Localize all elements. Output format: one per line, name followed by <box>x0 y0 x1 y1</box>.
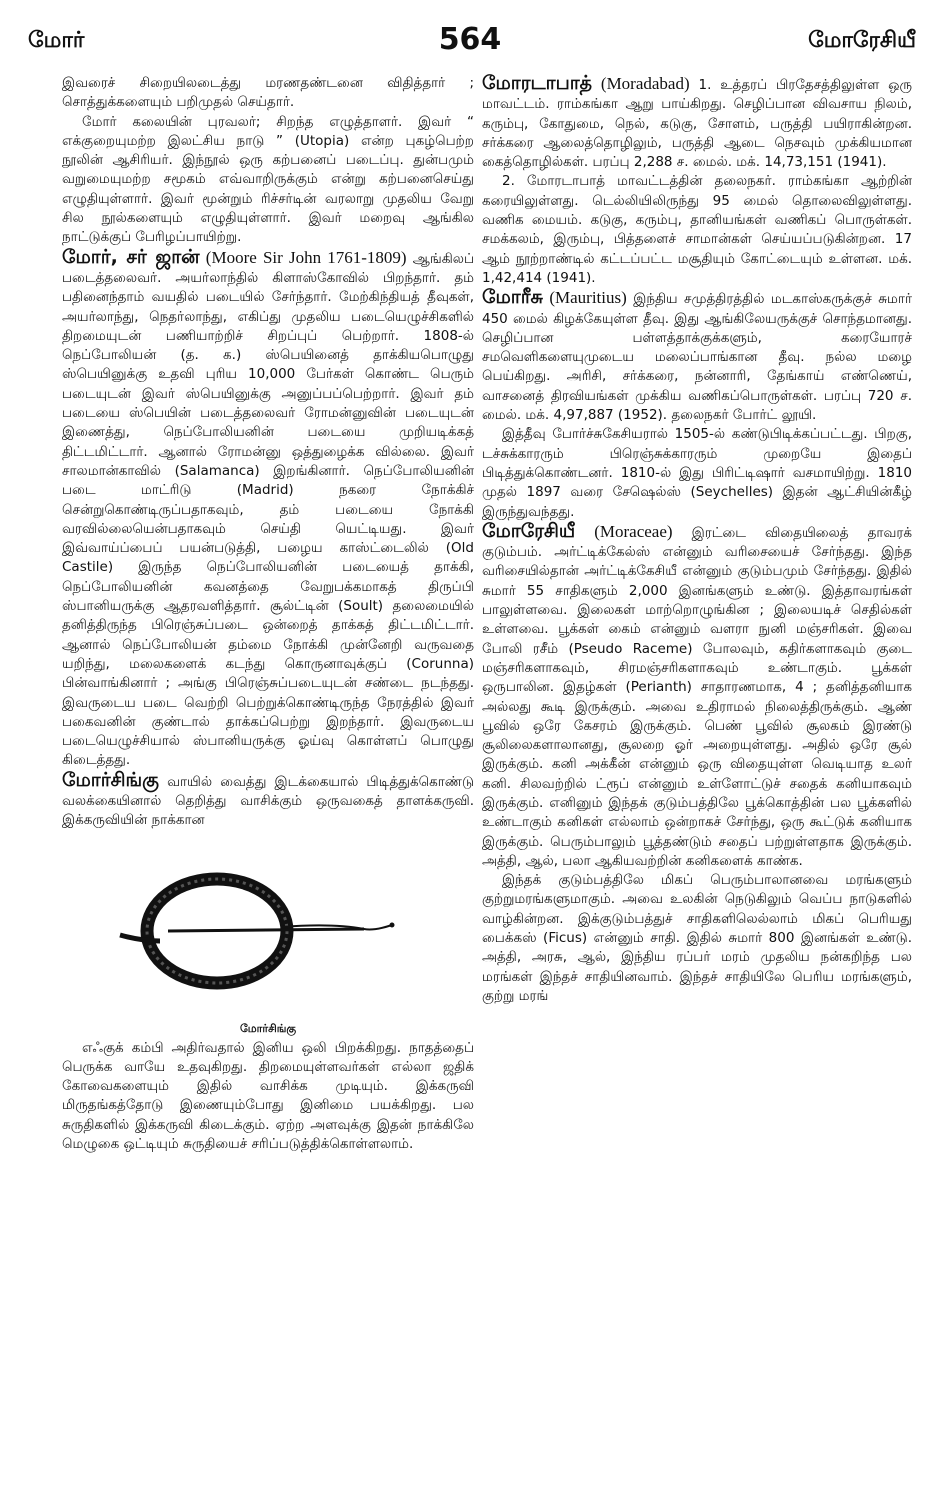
entry-latin: (Moore Sir John 1761-1809) <box>205 247 407 267</box>
paragraph: இந்தக் குடும்பத்திலே மிகப் பெரும்பாலானவை மரங்களும் குற்றுமரங்களுமாகும். அவை உலகின் நெடுகிலும் வெப்ப நாடுகளில் வாழ்கின்றன. இக்குடும்பத்துச் சாதிகளிலெல்லாம் மிகப் பெரியது பைக்கஸ் (Ficus) என்னும் சாதி. இதில் சுமார் 800 இனங்கள் உண்டு. அத்தி, அரசு, ஆல், இந்திய ரப்பர் மரம் முதலிய நன்கறிந்த பல மரங்கள் இந்தச் சாதியினவாம். இந்தச் சாதியிலே பெரிய மரங்களும், குற்று மரங் <box>482 872 912 1004</box>
entry-headword: மோரடாபாத் <box>482 72 593 94</box>
paragraph: எஃகுக் கம்பி அதிர்வதால் இனிய ஒலி பிறக்கிறது. நாதத்தைப் பெருக்க வாயே உதவுகிறது. திறமையுள்ளவர்கள் எல்லா ஜதிக் கோவைகளையும் இதில் வாசிக்க முடியும். இக்கருவி மிருதங்கத்தோடு இணையும்போது இனிமை பயக்கிறது. பல சுருதிகளில் இக்கருவி கிடைக்கும். ஏற்ற அளவுக்கு இதன் நாக்கிலே மெழுகை ஒட்டியும் சுருதியைச் சரிப்படுத்திக்கொள்ளலாம். <box>62 1039 474 1153</box>
entry-latin: (Moradabad) <box>600 74 690 93</box>
entry-body: இந்திய சமுத்திரத்தில் மடகாஸ்கருக்குச் சுமார் 450 மைல் கிழக்கேயுள்ள தீவு. இது ஆங்கிலேயருக்குச் சொந்தமானது. செழிப்பான பள்ளத்தாக்குக்களும், கரையோரச் சமவெளிகளையுமுடைய மலைப்பாங்கான தீவு. நல்ல மழை பெய்கிறது. அரிசி, சர்க்கரை, நன்னாரி, தேங்காய் எண்ணெய், வாசனைத் திரவியங்கள் முக்கிய வணிகப்பொருள்கள். பரப்பு 720 ச. மைல். மக். 4,97,887 (1952). தலைநகர் போர்ட் லூயி. <box>482 291 912 424</box>
entry-latin: (Moraceae) <box>594 521 673 541</box>
paragraph: 2. மோரடாபாத் மாவட்டத்தின் தலைநகர். ராம்கங்கா ஆற்றின் கரையிலுள்ளது. டெல்லியிலிருந்து 95 மைல் தொலைவிலுள்ளது. வணிக மையம். கடுகு, கரும்பு, தானியங்கள் வணிகப் பொருள்கள். சமக்கலம், இரும்பு, பித்தளைச் சாமான்கள் செய்யப்படுகின்றன. 17 ஆம் நூற்றாண்டில் கட்டப்பட்ட மசூதியும் கோட்டையும் உள்ளன. மக். 1,42,414 (1941). <box>482 173 912 286</box>
entry-headword: மோர், சர் ஜான் <box>62 245 200 268</box>
entry-headword: மோரீசு <box>482 286 543 309</box>
paragraph: இத்தீவு போர்ச்சுகேசியரால் 1505-ல் கண்டுபிடிக்கப்பட்டது. பிறகு, டச்சுக்காரரும் பிரெஞ்சுக்காரரும் முறையே இதைப் பிடித்துக்கொண்டனர். 1810-ல் இது பிரிட்டிஷார் வசமாயிற்று. 1810 முதல் 1897 வரை சேஷெல்ஸ் (Seychelles) இதன் ஆட்சியின்கீழ் இருந்துவந்தது. <box>482 426 912 520</box>
morsing-figure <box>62 869 474 1039</box>
entry-moradabad <box>482 74 912 172</box>
left-column <box>62 74 474 1154</box>
entry-moraceae <box>482 519 912 871</box>
entry-body: ஆங்கிலப் படைத்தலைவர். அயர்லாந்தில் கிளாஸ்கோவில் பிறந்தார். தம் பதினைந்தாம் வயதில் படையில் சேர்ந்தார். மேற்கிந்தியத் தீவுகள், அயர்லாந்து, நெதர்லாந்து, எகிப்து முதலிய படையெழுச்சிகளில் திறமையுடன் பணியாற்றிச் சிறப்புப் பெற்றார். 1808-ல் நெப்போலியன் (த. க.) ஸ்பெயினைத் தாக்கியபொழுது ஸ்பெயினுக்கு உதவி புரிய 10,000 பேர்கள் கொண்ட பெரும் படையுடன் இவர் ஸ்பெயினுக்கு அனுப்பப்பெற்றார். இவர் தம் படையை ஸ்பெயின் படைத்தலைவர் ரோமன்னுவின் படையுடன் இணைத்து, நெப்போலியனின் படையை முறியடிக்கத் திட்டமிட்டார். ஆனால் ரோமன்னு ஒத்துழைக்க வில்லை. இவர் சாலமான்காவில் (Salamanca) இறங்கினார். நெப்போலியனின் படை மாட்ரிடு (Madrid) நகரை நோக்கிச் சென்றுகொண்டிருப்பதாகவும், தம் படையை நோக்கி வரவில்லையென்பதாகவும் செய்தி யெட்டியது. இவர் இவ்வாய்ப்பைப் பயன்படுத்தி, பழைய காஸ்ட்டைலில் (Old Castile) இருந்த நெப்போலியனின் படையைத் தாக்கி, நெப்போலியனின் கவனத்தை வேறுபக்கமாகத் திருப்பி ஸ்பானியருக்கு ஆதரவளித்தார். சூல்ட்டின் (Soult) தலைமையில் தனித்திருந்த பிரெஞ்சுப்படை ஒன்றைத் தாக்கத் திட்டமிட்டார். ஆனால் நெப்போலியன் தம்மை நோக்கி முன்னேறி வருவதை யறிந்து, மலைகளைக் கடந்து கொருனாவுக்குப் (Corunna) பின்வாங்கினார் ; அங்கு பிரெஞ்சுப்படையுடன் சண்டை நடந்தது. இவருடைய படை வெற்றி பெற்றுக்கொண்டிருந்த நேரத்தில் இவர் பகைவனின் குண்டால் தாக்கப்பெற்று இறந்தார். இவருடைய படையெழுச்சியால் ஸ்பானியருக்கு ஓய்வு கொள்ளப் பொழுது கிடைத்தது. <box>62 250 475 769</box>
right-column <box>482 74 912 1006</box>
entry-headword: மோரேசியீ <box>482 519 576 542</box>
page-number: 564 <box>438 22 502 57</box>
entry-body: இரட்டை விதையிலைத் தாவரக் குடும்பம். அர்ட்டிக்கேல்ஸ் என்னும் வரிசையைச் சேர்ந்தது. இந்த வரிசையில்தான் அர்ட்டிக்கேசியீ என்னும் குடும்பமும் சேர்ந்தது. இதில் சுமார் 55 சாதிகளும் 2,000 இனங்களும் உண்டு. இத்தாவரங்கள் பாலுள்ளவை. இலைகள் மாற்றொழுங்கின ; இலையடிச் செதில்கள் உள்ளவை. பூக்கள் கைம் என்னும் வளரா நுனி மஞ்சரிகள். இவை போலி ரசீம் (Pseudo Raceme) போலவும், கதிர்களாகவும் குடை மஞ்சரிகளாகவும், சிரமஞ்சரிகளாகவும் உண்டாகும். பூக்கள் ஒருபாலின. இதழ்கள் (Perianth) சாதாரணமாக, 4 ; தனித்தனியாக அல்லது கூடி இருக்கும். அவை உதிராமல் நிலைத்திருக்கும். ஆண் பூவில் ஒரே கேசரம் இருக்கும். பெண் பூவில் சூலகம் இரண்டு சூலிலைகளாலானது, சூலறை ஓர் அறையுள்ளது. அதில் ஒரே சூல் இருக்கும். கனி அக்கீன் என்னும் ஒரு விதையுள்ள வெடியாத உலர் கனி. சிலவற்றில் ட்ரூப் என்னும் உள்ளோட்டுச் சதைக் கனியாகவும் இருக்கும். எனினும் இந்தக் குடும்பத்திலே பூக்கொத்தின் பல பூக்களில் உண்டாகும் கனிகள் எல்லாம் ஒன்றாகச் சேர்ந்து, ஒரு கூட்டுக் கனியாக இருக்கும். பெரும்பாலும் பூத்தண்டும் சதைப் பற்றுள்ளதாக இருக்கும். அத்தி, ஆல், பலா ஆகியவற்றின் கனிகளைக் காண்க. <box>482 524 912 869</box>
running-head-left: மோர் <box>28 28 85 53</box>
figure-caption: மோர்சிங்கு <box>239 1021 297 1035</box>
entry-moore-sir-john <box>62 245 475 771</box>
entry-morsing <box>62 768 475 831</box>
entry-latin: (Mauritius) <box>549 288 627 308</box>
paragraph: மோர் கலையின் புரவலர்; சிறந்த எழுத்தாளர். இவர் “ எக்குறையுமற்ற இலட்சிய நாடு ” (Utopia) என்ற புகழ்பெற்ற நூலின் ஆசிரியர். இந்நூல் ஒரு கற்பனைப் படைப்பு. துன்பமும் வறுமையுமற்ற சமூகம் எவ்வாறிருக்கும் என்று கற்பனைசெய்து எழுதியுள்ளார். இவர் மூன்றும் ரிச்சர்டின் வரலாறு முதலிய வேறு சில நூல்களையும் எழுதியுள்ளார். இவர் மறைவு ஆங்கில நாட்டுக்குப் பேரிழப்பாயிற்று. <box>62 113 474 246</box>
entry-mauritius <box>482 288 912 425</box>
morsing-illustration <box>102 869 422 1009</box>
entry-body: 1. உத்தரப் பிரதேசத்திலுள்ள ஒரு மாவட்டம். ராம்கங்கா ஆறு பாய்கிறது. செழிப்பான விவசாய நிலம், கரும்பு, கோதுமை, நெல், கடுகு, சோளம், பருத்தி பயிராகின்றன. சர்க்கரை ஆலைத்தொழிலும், பருத்தி ஆடை நெசவும் முக்கியமான கைத்தொழில்கள். பரப்பு 2,288 ச. மைல். மக். 14,73,151 (1941). <box>482 77 913 171</box>
entry-headword: மோர்சிங்கு <box>62 768 159 791</box>
running-head-right: மோரேசியீ <box>808 28 916 53</box>
entry-body: வாயில் வைத்து இடக்கையால் பிடித்துக்கொண்டு வலக்கையினால் தெறித்து வாசிக்கும் ஒருவகைத் தாளக்கருவி. இக்கருவியின் நாக்கான <box>62 773 475 829</box>
page-header <box>18 22 922 62</box>
continued-text: இவரைச் சிறையிலடைத்து மரணதண்டனை விதித்தார் ; சொத்துக்களையும் பறிமுதல் செய்தார். <box>62 75 474 111</box>
